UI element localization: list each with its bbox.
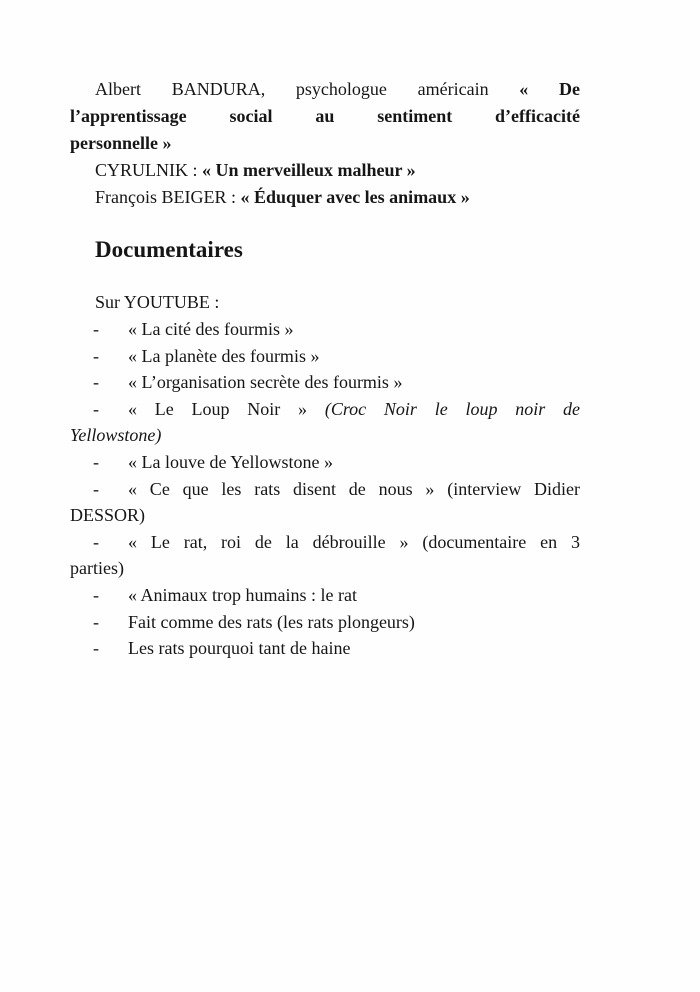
authors-line-1-normal: Albert BANDURA, psychologue américain — [95, 79, 520, 99]
dash-bullet: - — [93, 478, 99, 499]
beiger-name: François BEIGER : — [95, 187, 241, 207]
documentary-list — [70, 316, 580, 662]
list-item-text: Fait comme des rats (les rats plongeurs) — [128, 611, 415, 632]
section-heading: Documentaires — [95, 237, 243, 262]
list-item — [70, 529, 580, 556]
dash-bullet: - — [93, 611, 99, 632]
list-item — [70, 476, 580, 503]
youtube-intro: Sur YOUTUBE : — [95, 292, 220, 312]
list-item-text-italic: Yellowstone) — [70, 425, 162, 446]
list-item-text: « La planète des fourmis » — [128, 345, 320, 366]
text-block — [70, 76, 580, 662]
beiger-line — [70, 184, 580, 211]
list-item-text: « Le rat, roi de la débrouille » (documentaire en 3 — [128, 531, 580, 552]
list-item-text: « L’organisation secrète des fourmis » — [128, 372, 403, 393]
authors-line-3-bold: personnelle » — [70, 133, 172, 153]
dash-bullet: - — [93, 345, 99, 366]
list-item-text: « Animaux trop humains : le rat — [128, 584, 357, 605]
list-item-text: « Le Loup Noir » — [128, 398, 325, 419]
authors-line-1 — [70, 76, 580, 103]
list-item-text: parties) — [70, 558, 124, 579]
cyrulnik-title: « Un merveilleux malheur » — [202, 160, 416, 180]
list-item-continuation — [70, 422, 580, 449]
list-item — [70, 369, 580, 396]
dash-bullet: - — [93, 531, 99, 552]
authors-line-1-bold: « De — [519, 79, 580, 99]
list-item — [70, 582, 580, 609]
list-item-continuation — [70, 555, 580, 582]
list-item — [70, 635, 580, 662]
dash-bullet: - — [93, 451, 99, 472]
list-item — [70, 343, 580, 370]
list-item-text: « Ce que les rats disent de nous » (interview Didier — [128, 478, 580, 499]
list-item — [70, 316, 580, 343]
list-item-text: « La cité des fourmis » — [128, 319, 294, 339]
list-item — [70, 449, 580, 476]
list-item-text: « La louve de Yellowstone » — [128, 451, 333, 472]
dash-bullet: - — [93, 372, 99, 393]
authors-line-2 — [70, 103, 580, 130]
list-item-text-italic: (Croc Noir le loup noir de — [324, 398, 580, 419]
authors-line-2-bold: l’apprentissage social au sentiment d’efficacité — [70, 106, 580, 126]
cyrulnik-line — [70, 157, 580, 184]
dash-bullet: - — [93, 638, 99, 659]
list-item-text: DESSOR) — [70, 505, 146, 526]
list-item — [70, 609, 580, 636]
dash-bullet: - — [93, 584, 99, 605]
dash-bullet: - — [93, 398, 99, 419]
list-item-text: Les rats pourquoi tant de haine — [128, 638, 351, 659]
beiger-title: « Éduquer avec les animaux » — [240, 187, 470, 207]
authors-line-3 — [70, 130, 580, 157]
list-item-continuation — [70, 502, 580, 529]
list-item — [70, 396, 580, 423]
dash-bullet: - — [93, 319, 99, 339]
cyrulnik-name: CYRULNIK : — [95, 160, 202, 180]
